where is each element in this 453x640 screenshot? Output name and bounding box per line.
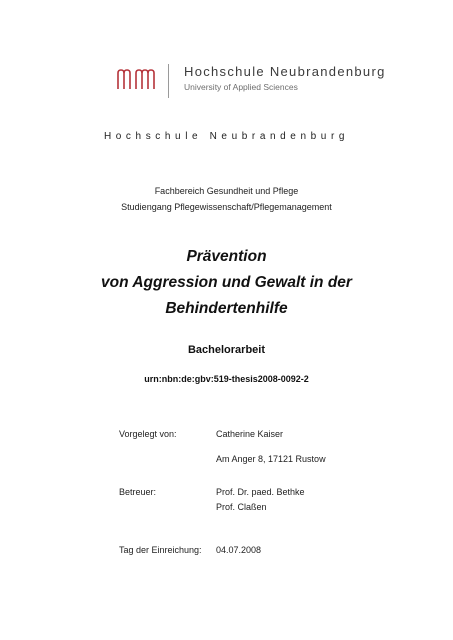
submission-date: 04.07.2008 <box>216 545 262 555</box>
logo-university-name: Hochschule Neubrandenburg <box>184 64 386 79</box>
title-line-3: Behindertenhilfe <box>165 300 288 317</box>
study-program: Studiengang Pflegewissenschaft/Pflegemanagement <box>121 202 332 212</box>
faculty-name: Fachbereich Gesundheit und Pflege <box>154 186 299 196</box>
logo-subtitle: University of Applied Sciences <box>184 82 298 92</box>
title-line-2: von Aggression und Gewalt in der <box>101 274 352 291</box>
thesis-title <box>0 244 453 322</box>
supervisor-second: Prof. Claßen <box>216 502 267 512</box>
supervisor-first: Prof. Dr. paed. Bethke <box>216 487 305 497</box>
submitted-by-label: Vorgelegt von: <box>119 429 177 439</box>
submission-date-label: Tag der Einreichung: <box>119 545 202 555</box>
logo-divider <box>168 64 169 98</box>
title-line-1: Prävention <box>186 248 267 265</box>
author-name: Catherine Kaiser <box>216 429 284 439</box>
faculty-block <box>0 183 453 215</box>
supervisor-label: Betreuer: <box>119 487 157 497</box>
author-address: Am Anger 8, 17121 Rustow <box>216 454 326 464</box>
thesis-type: Bachelorarbeit <box>187 344 266 356</box>
university-name: Hochschule Neubrandenburg <box>103 131 350 142</box>
university-logo-mark <box>116 67 156 91</box>
urn-identifier: urn:nbn:de:gbv:519-thesis2008-0092-2 <box>144 374 309 384</box>
